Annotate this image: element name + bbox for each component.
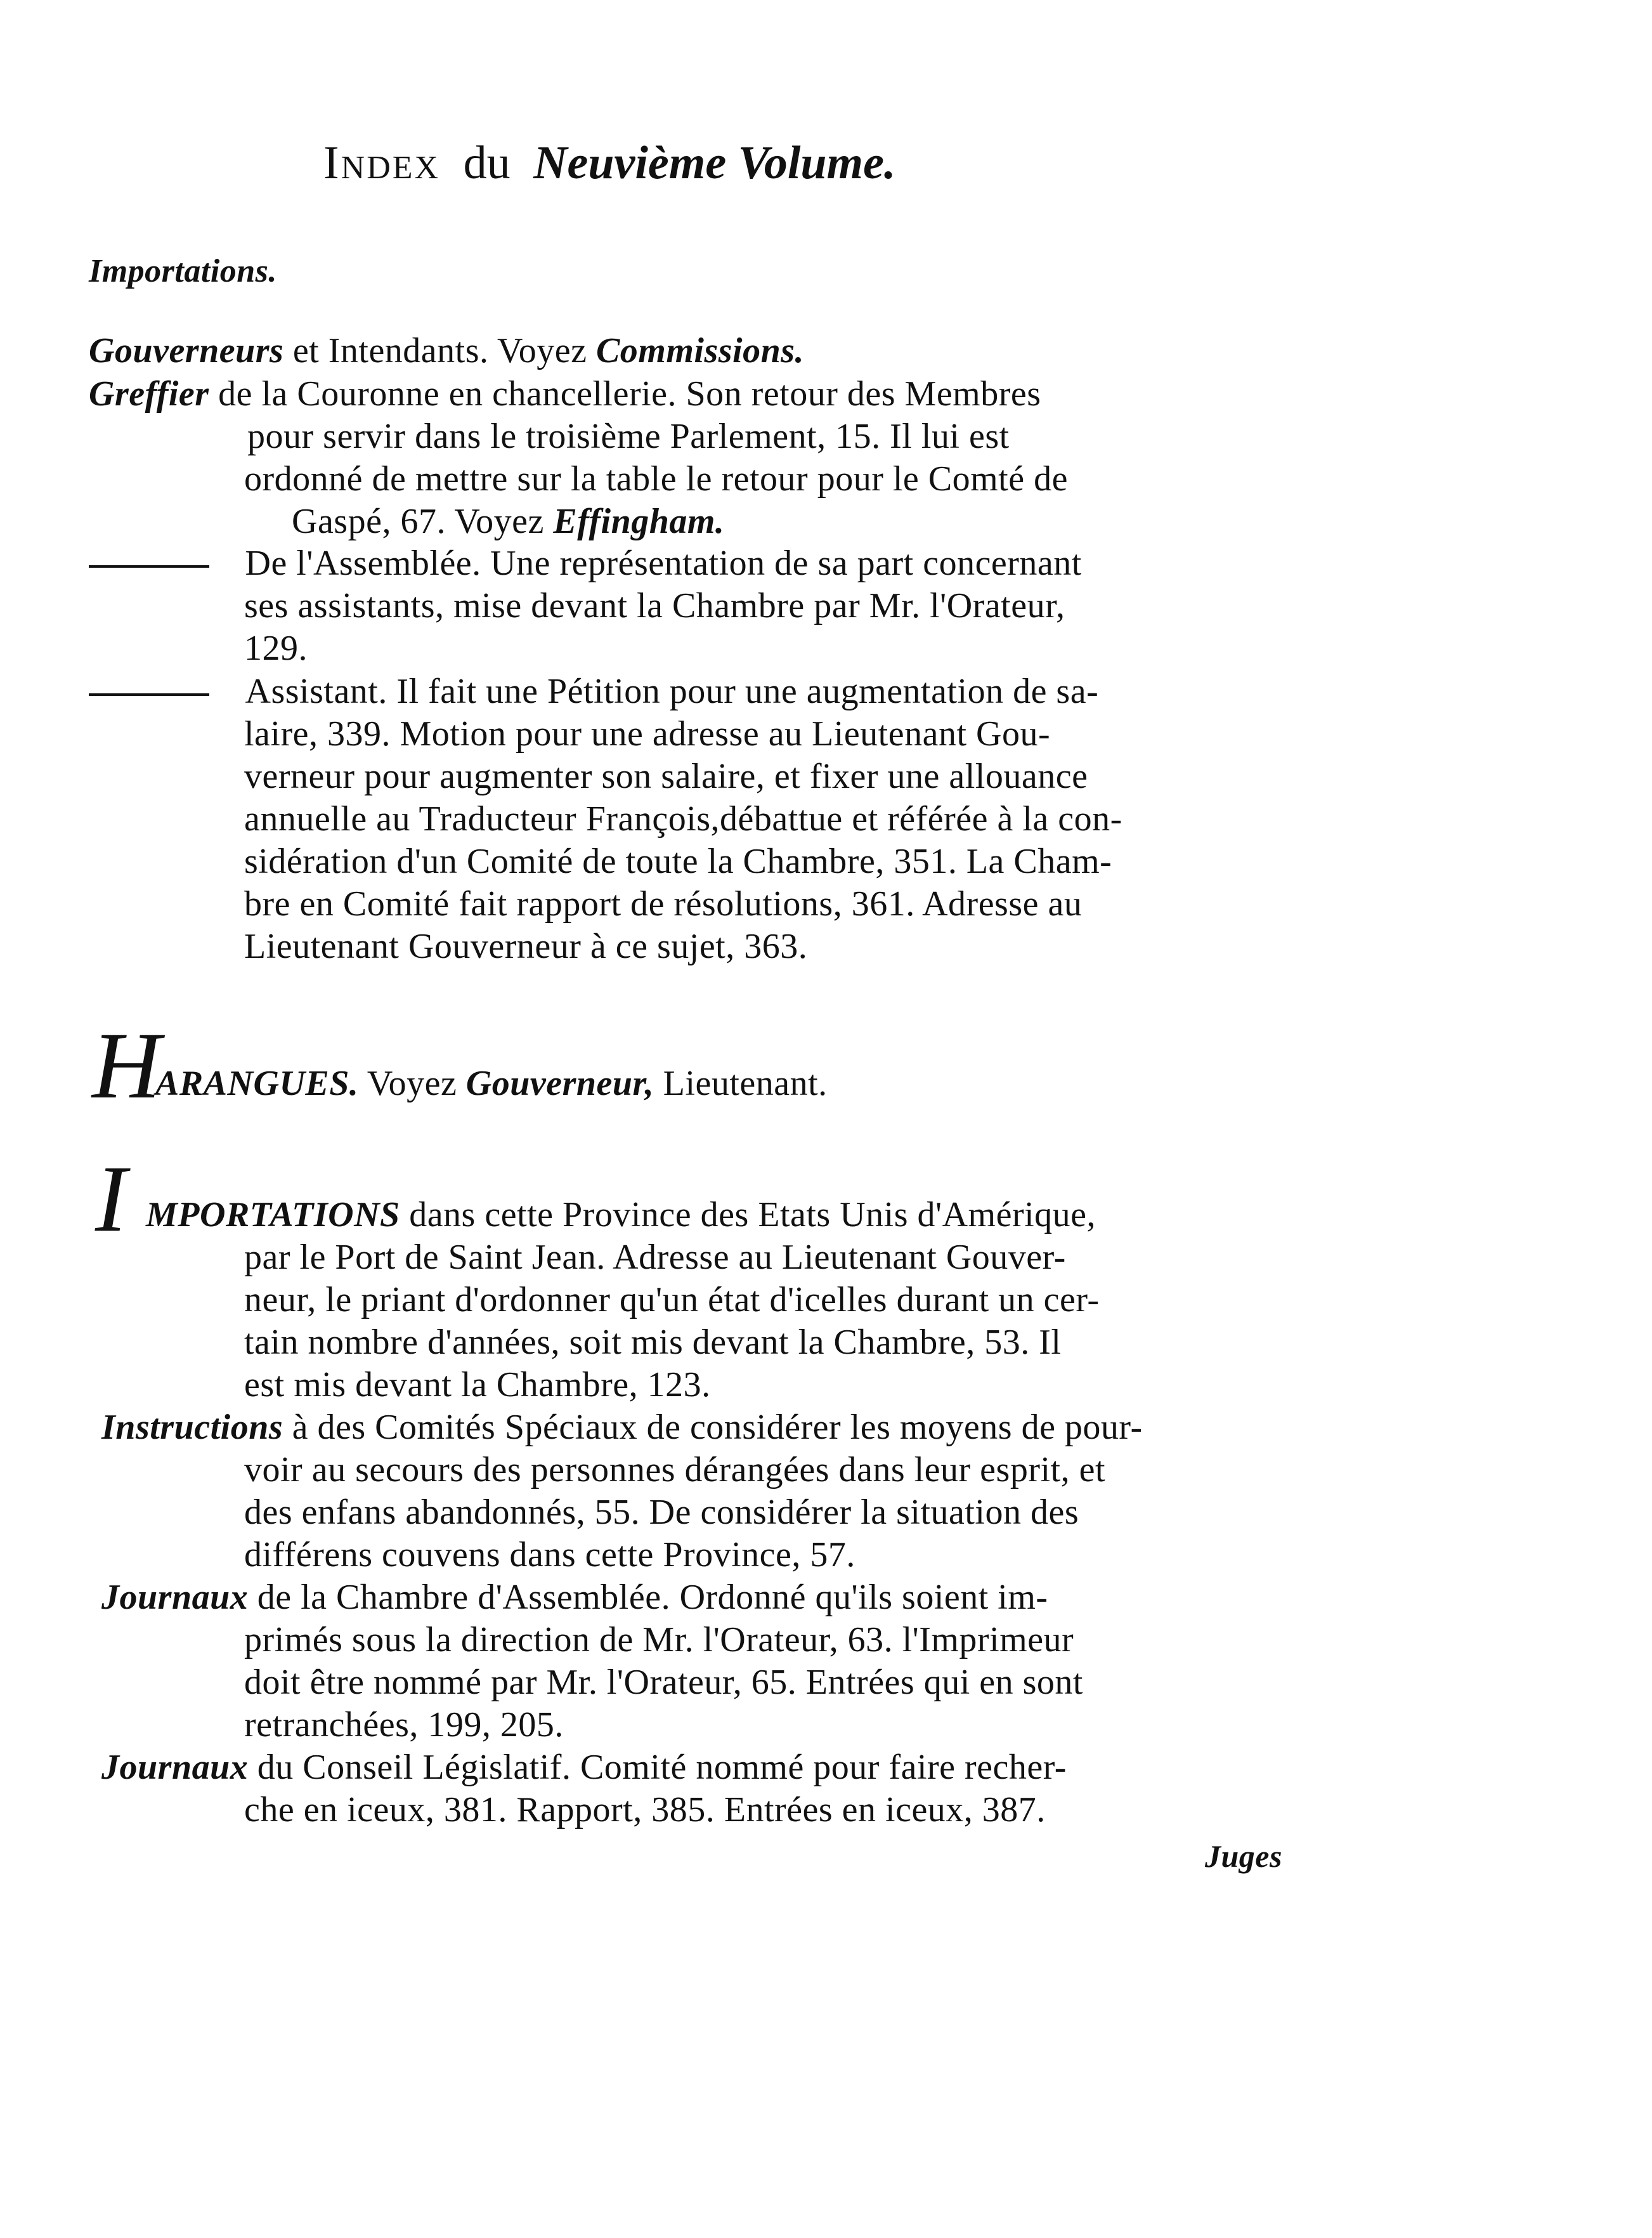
drop-cap: I [95,1146,127,1252]
title-du: du [463,137,511,189]
entry-line: bre en Comité fait rapport de résolutions, 361. Adresse au [244,884,1083,924]
entry-text: De l'Assemblée. Une représentation de sa part concernant [245,544,1082,583]
entry-line [89,542,1082,584]
entry-line: sidération d'un Comité de toute la Chambre, 351. La Cham- [244,842,1112,881]
entry-text: de la Chambre d'Assemblée. Ordonné qu'ils soient im- [248,1578,1048,1617]
entry-term: ARANGUES. [155,1064,359,1103]
catchword: Juges [1205,1838,1282,1874]
entry-term: MPORTATIONS [146,1195,400,1234]
page-title [323,136,895,190]
entry-text: Gaspé, 67. Voyez [292,502,554,541]
entry-term: Instructions [101,1408,283,1447]
entry-ref: Effingham. [553,502,725,541]
entry-line: voir au secours des personnes dérangées dans leur esprit, et [244,1450,1106,1489]
entry-line [101,1746,1067,1788]
entry-text: de la Couronne en chancellerie. Son retour des Membres [209,374,1041,414]
entry-term: Journaux [101,1748,249,1787]
entry-line [101,1406,1143,1448]
entry-text: du Conseil Législatif. Comité nommé pour faire recher- [248,1748,1067,1787]
entry-line [155,1063,828,1104]
entry-line: est mis devant la Chambre, 123. [244,1365,711,1404]
entry-line [146,1194,1096,1236]
entry-line: primés sous la direction de Mr. l'Orateur, 63. l'Imprimeur [244,1620,1074,1659]
title-volume: Neuvième Volume. [533,137,896,189]
entry-line [101,1576,1048,1618]
entry-term: Gouverneurs [89,331,284,370]
entry-text: Assistant. Il fait une Pétition pour une augmentation de sa- [245,672,1099,711]
entry-text: dans cette Province des Etats Unis d'Amérique, [400,1195,1096,1234]
entry-ref: Gouverneur, [465,1064,654,1103]
entry-line: neur, le priant d'ordonner qu'un état d'icelles durant un cer- [244,1280,1100,1319]
entry-text: et Intendants. Voyez [283,331,596,370]
repeat-dash [89,693,209,696]
entry-line: 129. [244,629,308,668]
running-head: Importations. [89,253,277,289]
entry-text: Lieutenant. [654,1064,828,1103]
entry-text: Voyez [358,1064,466,1103]
entry-line [89,671,1098,712]
entry-text: à des Comités Spéciaux de considérer les moyens de pour- [283,1408,1143,1447]
entry-line: annuelle au Traducteur François,débattue et référée à la con- [244,799,1122,839]
entry-line [292,501,724,542]
entry-ref: Commissions. [595,331,805,370]
entry-line: Lieutenant Gouverneur à ce sujet, 363. [244,927,808,966]
entry-line: ses assistants, mise devant la Chambre par Mr. l'Orateur, [244,586,1065,625]
drop-cap: H [92,1013,161,1118]
entry-line: différens couvens dans cette Province, 57. [244,1535,855,1574]
entry-gouverneurs [89,330,804,372]
entry-line: che en iceux, 381. Rapport, 385. Entrées en iceux, 387. [244,1790,1046,1829]
entry-term: Journaux [101,1578,249,1617]
entry-line: ordonné de mettre sur la table le retour pour le Comté de [244,459,1068,499]
entry-line: tain nombre d'années, soit mis devant la Chambre, 53. Il [244,1323,1062,1362]
entry-line: par le Port de Saint Jean. Adresse au Lieutenant Gouver- [244,1238,1066,1277]
entry-line: verneur pour augmenter son salaire, et fixer une allouance [244,757,1088,796]
title-index-word: Index [323,137,441,189]
entry-line: des enfans abandonnés, 55. De considérer la situation des [244,1493,1079,1532]
entry-term: Greffier [89,374,209,414]
entry-line: retranchées, 199, 205. [244,1705,564,1744]
entry-line [89,373,1041,415]
entry-line: laire, 339. Motion pour une adresse au Lieutenant Gou- [244,714,1051,754]
entry-line: pour servir dans le troisième Parlement, 15. Il lui est [247,417,1010,456]
entry-line: doit être nommé par Mr. l'Orateur, 65. Entrées qui en sont [244,1663,1083,1702]
repeat-dash [89,565,209,568]
